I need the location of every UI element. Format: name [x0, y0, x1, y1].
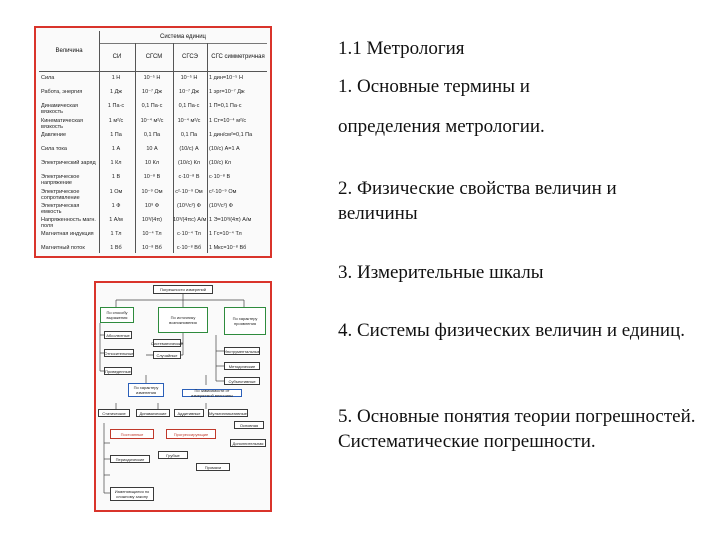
col-header-si: СИ — [112, 53, 122, 60]
node-reduced: Приведенные — [105, 368, 131, 374]
table-header — [39, 31, 267, 72]
node-blunders: Промахи — [196, 463, 230, 471]
unit-cell: 0,1 Па·с — [141, 103, 163, 110]
branch-expression: По способу выражения — [100, 307, 134, 323]
unit-cell: (10⁹/c²) Ф — [177, 202, 201, 209]
node-multiplicative: Мультипликативные — [209, 410, 247, 416]
unit-cell: 1 Па — [110, 131, 122, 138]
node-random: Случайные — [153, 351, 181, 359]
list-item-4: 4. Системы физических величин и единиц. — [338, 320, 686, 341]
unit-cell: 1 м²/с — [108, 117, 124, 124]
node-complex-law: Изменяющиеся по сложному закону — [110, 487, 154, 501]
node-basic: Основная — [234, 421, 264, 429]
unit-cell: 10⁻⁷ Дж — [179, 89, 199, 96]
unit-cell: 10⁻⁵ Н — [143, 75, 161, 81]
unit-cell: 10⁻⁹ Ом — [141, 188, 163, 195]
unit-cell: 1 эрг=10⁻⁷ Дж — [209, 89, 245, 96]
unit-cell: (10/c) Кл — [209, 160, 231, 167]
unit-cell: 1 Кл — [110, 160, 122, 167]
slide-title: 1.1 Метрология — [338, 38, 465, 59]
unit-cell: 1 Ст=10⁻⁴ м²/с — [209, 117, 247, 124]
table-divider — [207, 43, 208, 253]
node-absolute: Абсолютные — [104, 331, 132, 339]
quantity-cell: Напряженность магн. поля — [41, 217, 96, 229]
unit-cell: (10⁹/c²) Ф — [209, 202, 233, 209]
unit-cell: (10/c) А — [179, 146, 199, 152]
node-gross: Грубые — [158, 451, 188, 459]
unit-cell: c·10⁻⁴ Тл — [177, 231, 201, 238]
unit-cell: 1 Э=10³/(4π) А/м — [209, 217, 252, 223]
col-header-sgs-sym: СГС симметричная — [211, 53, 265, 60]
quantity-cell: Магнитный поток — [41, 245, 85, 252]
unit-cell: 1 Дж — [110, 89, 122, 96]
list-item-1: 1. Основные термины и — [338, 76, 530, 97]
unit-cell: 1 А — [111, 146, 121, 152]
unit-cell: 1 В — [111, 174, 121, 181]
unit-cell: 1 П=0,1 Па·с — [209, 103, 242, 110]
error-classification-diagram — [94, 281, 272, 512]
list-item-1-cont: определения метрологии. — [338, 116, 545, 137]
branch-manifestation: По характеру проявления — [224, 307, 266, 335]
quantity-cell: Сила — [41, 75, 55, 81]
unit-cell: c·10⁻⁸ В — [178, 174, 200, 181]
unit-cell: 1 дин=10⁻⁵ Н — [209, 75, 243, 81]
unit-cell: c·10⁻⁸ Вб — [176, 245, 202, 252]
branch-dependence: По зависимости от измеряемой величины — [182, 389, 242, 397]
node-dynamic: Динамические — [136, 409, 170, 417]
unit-cell: 1 Вб — [110, 245, 122, 252]
quantity-cell: Электрическое сопротивление — [41, 188, 80, 201]
quantity-cell: Электрическая емкость — [41, 202, 80, 215]
quantity-cell: Электрический заряд — [41, 160, 96, 167]
unit-cell: 1 Мкс=10⁻⁸ Вб — [209, 245, 247, 252]
unit-cell: 10⁻⁵ Н — [180, 75, 198, 81]
quantity-cell: Кинематическая вязкость — [41, 117, 83, 130]
unit-cell: c²·10⁻⁹ Ом — [209, 188, 237, 195]
quantity-cell: Динамическая вязкость — [41, 103, 78, 116]
unit-cell: 0,1 Па — [143, 131, 161, 138]
node-additional: Дополнительная — [230, 439, 266, 447]
unit-cell: 10 А — [146, 146, 158, 152]
node-progressive: Прогрессирующие — [166, 429, 216, 439]
node-instrumental: Инструментальные — [224, 348, 260, 354]
unit-cell: 0,1 Па·с — [178, 103, 200, 110]
unit-cell: 10³/(4π) — [142, 217, 162, 223]
unit-cell: 10⁻⁴ м²/с — [177, 117, 201, 124]
node-constant: Постоянные — [110, 429, 154, 439]
node-static: Статические — [98, 409, 130, 417]
unit-cell: (10/c) А=1 А — [209, 146, 240, 152]
unit-cell: 1 Па·с — [107, 103, 125, 110]
node-systematic: Систематические — [150, 340, 184, 346]
unit-cell: 0,1 Па — [180, 131, 198, 138]
list-item-3: 3. Измерительные шкалы — [338, 262, 544, 283]
unit-cell: 1 Гс=10⁻⁴ Тл — [209, 231, 242, 238]
quantity-cell: Сила тока — [41, 146, 67, 152]
unit-cell: 10⁻⁸ В — [143, 174, 161, 181]
branch-change: По характеру изменения — [128, 383, 164, 397]
unit-cell: 1 дин/см²=0,1 Па — [209, 131, 253, 138]
list-item-2: 2. Физические свойства величин и величины — [338, 178, 617, 224]
unit-cell: 10⁹ Ф — [144, 202, 160, 209]
node-additive: Аддитивные — [174, 409, 204, 417]
unit-cell: 10⁻⁴ м²/с — [140, 117, 164, 124]
quantity-cell: Электрическое напряжение — [41, 174, 80, 187]
unit-cell: c²·10⁻⁹ Ом — [175, 188, 203, 195]
unit-cell: 10⁻⁷ Дж — [142, 89, 162, 96]
col-header-sgsm: СГСМ — [145, 53, 163, 60]
unit-cell: 1 А/м — [109, 217, 123, 223]
quantity-cell: Работа, энергия — [41, 89, 83, 96]
table-divider — [99, 31, 100, 253]
unit-cell: (10/c) Кл — [178, 160, 200, 167]
node-relative: Относительные — [104, 350, 134, 356]
unit-cell: 1 Н — [111, 75, 121, 81]
units-table-image — [34, 26, 272, 258]
quantity-cell: Магнитная индукция — [41, 231, 94, 238]
list-item-5: 5. Основные понятия теории погрешностей. Систематические погрешности. — [338, 406, 696, 452]
node-periodic: Периодические — [110, 455, 150, 463]
unit-cell: 1 Ом — [109, 188, 123, 195]
node-subjective: Субъективные — [224, 377, 260, 385]
unit-cell: 10³/(4πc) А/м — [173, 217, 207, 223]
quantity-cell: Давление — [41, 131, 67, 138]
unit-cell: 10⁻⁸ Вб — [142, 245, 162, 252]
diagram-root: Погрешности измерений — [153, 285, 213, 294]
unit-system-header: Система единиц — [99, 31, 267, 44]
branch-source: По источнику возникновения — [158, 307, 208, 333]
unit-cell: 1 Тл — [110, 231, 122, 238]
unit-cell: 10⁻⁴ Тл — [142, 231, 162, 238]
unit-cell: 10 Кл — [144, 160, 160, 167]
units-table — [39, 31, 267, 253]
unit-cell: c·10⁻⁸ В — [209, 174, 231, 181]
quantity-column-header: Величина — [55, 48, 83, 54]
col-header-sgse: СГСЭ — [182, 53, 198, 60]
node-methodical: Методические — [224, 362, 260, 370]
unit-cell: 1 Ф — [111, 202, 121, 209]
